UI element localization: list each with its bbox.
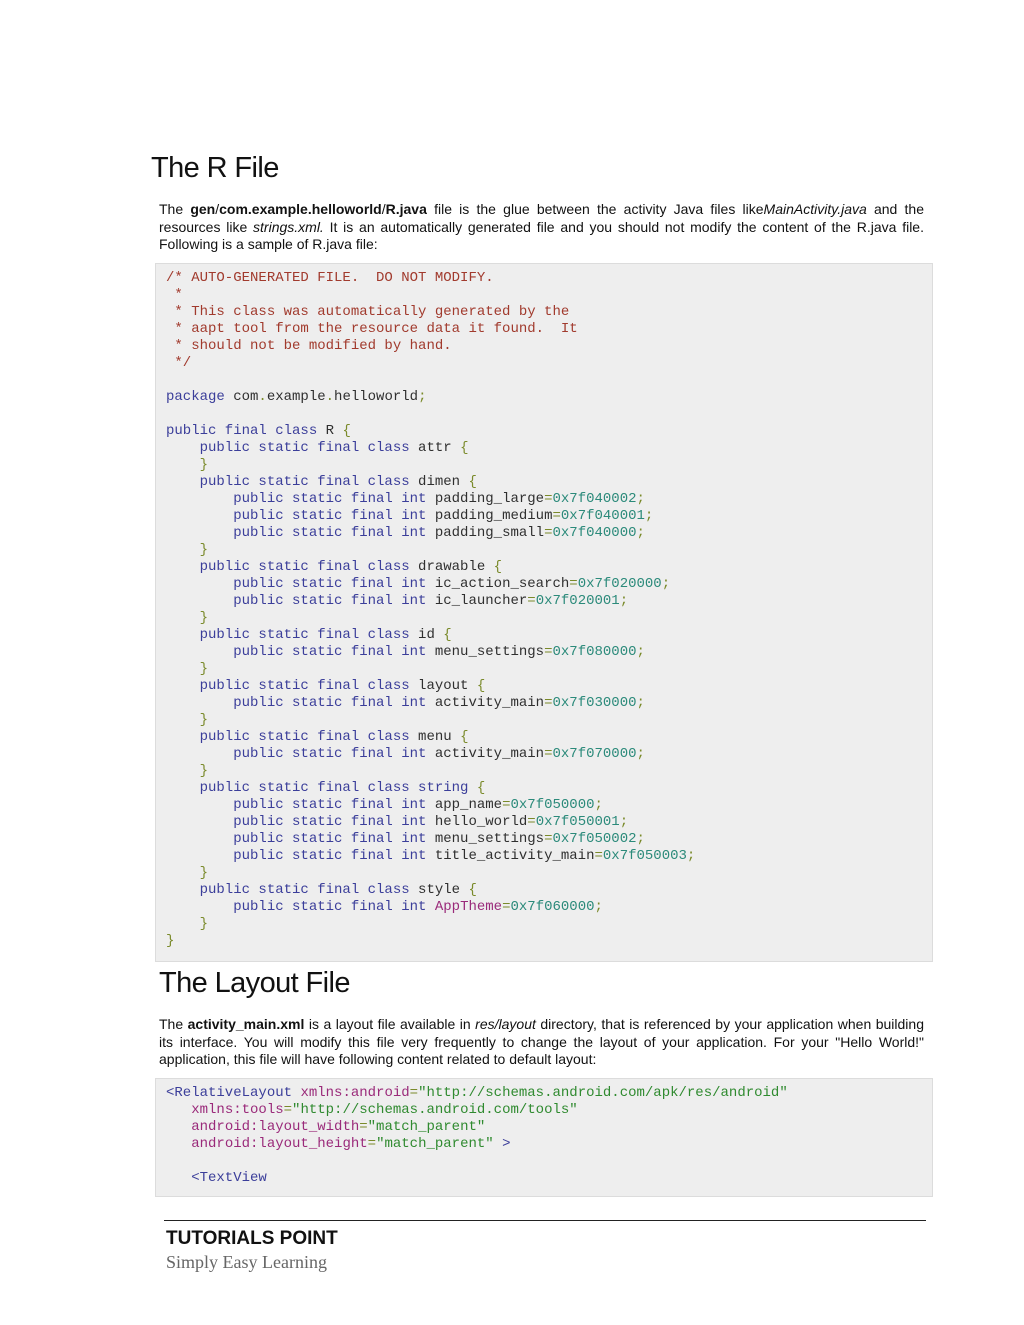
code-token: AppTheme [434, 899, 503, 915]
code-token: public static final class [166, 440, 410, 456]
paragraph-text: / [215, 201, 220, 217]
code-token [468, 780, 476, 796]
code-token: android:layout_width [191, 1119, 360, 1135]
code-line [166, 644, 932, 661]
code-token: ; [594, 797, 603, 813]
code-token: public static final class [166, 474, 410, 490]
code-line [166, 899, 932, 916]
code-token: = [544, 644, 553, 660]
code-token: { [468, 882, 477, 898]
paragraph-text: The [159, 201, 191, 217]
code-token: * aapt tool from the resource data it found. It [166, 321, 578, 337]
code-token: } [166, 865, 209, 881]
code-line [166, 1136, 932, 1153]
code-token: public static final class [166, 729, 410, 745]
code-line [166, 661, 932, 678]
paragraph-text: It is an automatically generated file and you should not modify the content of the R.java file. Following is a sample of R.java file: [159, 218, 924, 252]
code-token: = [544, 746, 553, 762]
code-token: ; [418, 389, 427, 405]
code-token: style [409, 882, 469, 898]
code-token: menu [409, 729, 461, 745]
code-token: = [544, 831, 553, 847]
code-token: > [493, 1136, 511, 1152]
code-token: dimen [409, 474, 469, 490]
code-line [166, 763, 932, 780]
code-token: = [359, 1119, 368, 1135]
code-token: public static final int [166, 831, 427, 847]
code-token: 0x7f030000 [552, 695, 637, 711]
code-token: . [258, 389, 267, 405]
code-line [166, 916, 932, 933]
code-token: public static final int [166, 593, 427, 609]
code-token: padding_small [426, 525, 545, 541]
code-line [166, 389, 932, 406]
code-token: = [367, 1136, 377, 1152]
code-token: public static final int [166, 508, 427, 524]
code-token: package [166, 389, 225, 405]
code-token: public static final class [166, 559, 410, 575]
code-token: xmlns:android [300, 1085, 410, 1101]
code-line [166, 814, 932, 831]
code-token: example [266, 389, 326, 405]
paragraph-emphasis: MainActivity.java [763, 201, 867, 217]
paragraph-text: / [381, 201, 386, 217]
footer-brand: TUTORIALS POINT [166, 1228, 338, 1249]
code-token: = [527, 593, 536, 609]
code-token: ; [636, 525, 645, 541]
code-line [166, 474, 932, 491]
code-token: ; [661, 576, 671, 592]
code-token: = [283, 1102, 293, 1118]
code-line [166, 1102, 932, 1119]
code-token: public static final int [166, 814, 427, 830]
code-token: { [493, 559, 503, 575]
code-token: */ [166, 355, 192, 371]
code-line [166, 593, 932, 610]
code-line [166, 525, 932, 542]
code-line [166, 491, 932, 508]
code-token: { [476, 780, 486, 796]
paragraph-text: directory, that is referenced by your application when building its interface. You will modify this file very frequently to change the layout of your application. For your "Hello World!" application, this file will have following content related to default layout: [159, 1016, 924, 1067]
code-token: 0x7f050002 [552, 831, 637, 847]
code-token: 0x7f040000 [552, 525, 637, 541]
code-token: hello_world [426, 814, 528, 830]
code-token: 0x7f020001 [535, 593, 620, 609]
code-token: drawable [409, 559, 494, 575]
code-token: "match_parent" [367, 1119, 486, 1135]
code-token: = [409, 1085, 419, 1101]
code-line [166, 559, 932, 576]
code-token: public static final int [166, 576, 427, 592]
code-token: = [594, 848, 603, 864]
code-token: public static final class [166, 627, 410, 643]
code-line [166, 406, 932, 423]
code-token: } [166, 610, 209, 626]
code-token: ; [619, 593, 629, 609]
paragraph-text: file is the glue between the activity Java files like [426, 201, 764, 217]
code-line [166, 729, 932, 746]
code-token: padding_medium [426, 508, 553, 524]
code-token: ; [636, 644, 645, 660]
code-token: ; [636, 831, 645, 847]
code-line [166, 1153, 932, 1170]
code-token: ic_action_search [426, 576, 570, 592]
code-line [166, 831, 932, 848]
code-token: 0x7f020000 [577, 576, 662, 592]
code-token: = [544, 525, 553, 541]
code-line [166, 338, 932, 355]
code-token: = [552, 508, 561, 524]
code-line [166, 865, 932, 882]
layout-file-description [159, 1016, 924, 1069]
code-token: { [460, 729, 469, 745]
code-line [166, 1119, 932, 1136]
r-file-description [159, 201, 924, 254]
code-token: public static final int [166, 695, 427, 711]
code-token: = [544, 695, 553, 711]
code-token: ; [594, 899, 603, 915]
code-token: menu_settings [426, 644, 545, 660]
code-token: "http://schemas.android.com/apk/res/android" [418, 1085, 788, 1101]
code-token: ; [686, 848, 696, 864]
code-token: ic_launcher [426, 593, 528, 609]
code-token: android:layout_height [191, 1136, 368, 1152]
code-line [166, 712, 932, 729]
code-token: 0x7f050000 [510, 797, 595, 813]
code-line [166, 780, 932, 797]
section-heading-layout-file: The Layout File [159, 967, 350, 999]
paragraph-text: is a layout file available in [304, 1016, 476, 1032]
code-token: public static final int [166, 797, 427, 813]
code-line [166, 270, 932, 287]
footer-divider [164, 1220, 926, 1221]
code-token: public static final int [166, 848, 427, 864]
code-token: 0x7f050001 [535, 814, 620, 830]
code-line [166, 355, 932, 372]
paragraph-text: The [159, 1016, 188, 1032]
code-token: public static final class [166, 882, 410, 898]
code-line [166, 1085, 932, 1102]
code-token: <TextView [166, 1170, 267, 1186]
code-line [166, 576, 932, 593]
code-line [166, 321, 932, 338]
code-token: ; [619, 814, 629, 830]
code-token: padding_large [426, 491, 545, 507]
code-token [166, 1136, 191, 1152]
code-token: 0x7f070000 [552, 746, 637, 762]
activity-main-xml-code-block [155, 1078, 933, 1197]
code-line [166, 508, 932, 525]
code-token: menu_settings [426, 831, 545, 847]
code-line [166, 542, 932, 559]
code-token: /* AUTO-GENERATED FILE. DO NOT MODIFY. [166, 270, 494, 286]
code-token: attr [409, 440, 461, 456]
code-token: * should not be modified by hand. [166, 338, 452, 354]
code-token: } [166, 916, 209, 932]
code-token: } [166, 661, 209, 677]
code-token: 0x7f080000 [552, 644, 637, 660]
code-token: = [527, 814, 536, 830]
code-token: com [224, 389, 259, 405]
code-line [166, 304, 932, 321]
code-token: xmlns:tools [191, 1102, 284, 1118]
code-token [410, 780, 418, 796]
paragraph-emphasis: activity_main.xml [187, 1016, 305, 1032]
code-token: public static final class [166, 678, 410, 694]
section-heading-r-file: The R File [151, 152, 279, 184]
code-token: 0x7f060000 [510, 899, 595, 915]
code-token [166, 1102, 191, 1118]
code-token: ; [636, 695, 645, 711]
code-token: = [502, 797, 511, 813]
code-token [426, 899, 434, 915]
code-token: } [166, 763, 209, 779]
code-token: app_name [426, 797, 503, 813]
code-token: } [166, 457, 209, 473]
code-token: . [325, 389, 335, 405]
code-token: public static final int [166, 525, 427, 541]
footer-tagline: Simply Easy Learning [166, 1252, 327, 1272]
code-line [166, 1170, 932, 1187]
code-token: } [166, 542, 209, 558]
code-token [166, 1119, 191, 1135]
code-token: public static final int [166, 899, 427, 915]
code-token: public final class [166, 423, 318, 439]
code-token: { [460, 440, 469, 456]
code-token: 0x7f050003 [602, 848, 687, 864]
code-token: = [544, 491, 553, 507]
paragraph-emphasis: R.java [385, 201, 427, 217]
code-token: ; [636, 746, 645, 762]
code-token: <RelativeLayout [166, 1085, 293, 1101]
code-token: public static final class [166, 780, 410, 796]
code-line [166, 610, 932, 627]
code-line [166, 678, 932, 695]
code-token: title_activity_main [426, 848, 595, 864]
code-line [166, 933, 932, 950]
code-token: R [317, 423, 343, 439]
code-token: * This class was automatically generated by the [166, 304, 570, 320]
code-token: = [502, 899, 511, 915]
code-token: { [476, 678, 486, 694]
paragraph-emphasis: com.example.helloworld [219, 201, 382, 217]
code-token: helloworld [334, 389, 419, 405]
code-token: } [166, 712, 209, 728]
code-token: string [418, 780, 469, 796]
code-line [166, 372, 932, 389]
code-token: 0x7f040002 [552, 491, 637, 507]
code-line [166, 882, 932, 899]
code-line [166, 848, 932, 865]
r-java-code-block [155, 263, 933, 962]
code-token: ; [636, 491, 645, 507]
code-line [166, 440, 932, 457]
code-token: = [569, 576, 578, 592]
code-token: "match_parent" [376, 1136, 494, 1152]
paragraph-emphasis: gen [190, 201, 216, 217]
paragraph-text: and the resources like [159, 201, 924, 235]
paragraph-emphasis: res/layout [475, 1016, 536, 1032]
code-token: public static final int [166, 746, 427, 762]
code-token: * [166, 287, 183, 303]
code-token: activity_main [426, 695, 545, 711]
code-token: { [342, 423, 351, 439]
code-token: 0x7f040001 [560, 508, 645, 524]
code-line [166, 423, 932, 440]
code-token: ; [644, 508, 654, 524]
code-token: { [468, 474, 477, 490]
code-line [166, 746, 932, 763]
code-line [166, 287, 932, 304]
paragraph-emphasis: strings.xml. [253, 218, 324, 235]
code-token: } [166, 933, 175, 949]
code-token: activity_main [426, 746, 545, 762]
code-line [166, 627, 932, 644]
code-line [166, 695, 932, 712]
code-line [166, 797, 932, 814]
code-line [166, 457, 932, 474]
code-token: "http://schemas.android.com/tools" [292, 1102, 578, 1118]
code-token: public static final int [166, 491, 427, 507]
code-token: layout [409, 678, 477, 694]
code-token: public static final int [166, 644, 427, 660]
code-token: id [409, 627, 444, 643]
code-token: { [443, 627, 452, 643]
